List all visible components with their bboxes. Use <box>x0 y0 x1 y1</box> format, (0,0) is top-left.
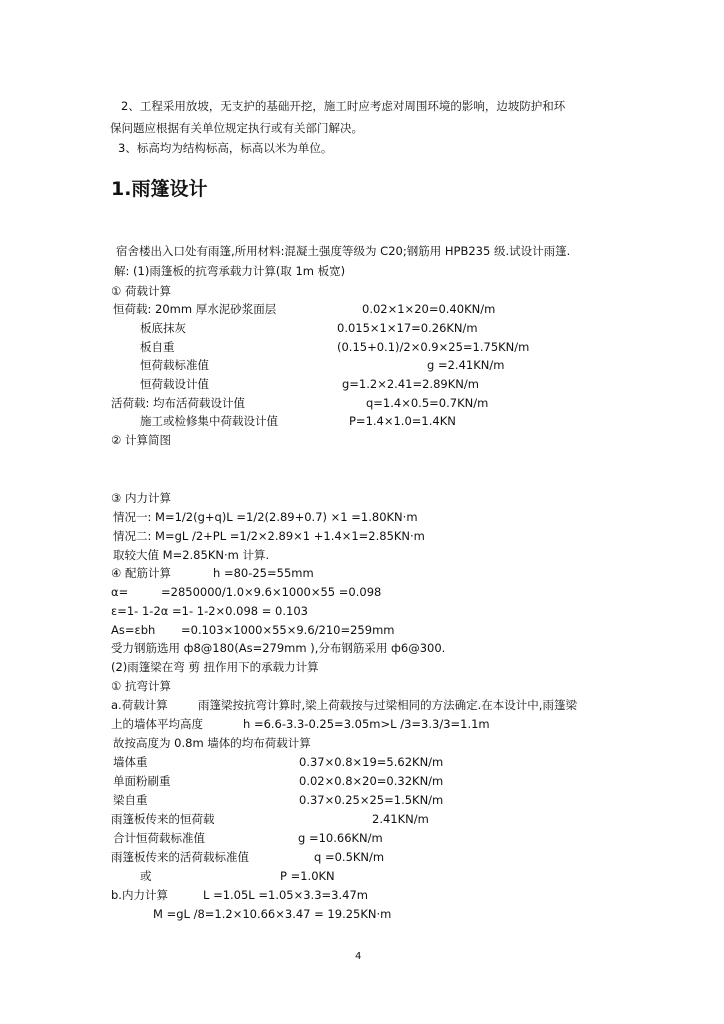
total-dead-load-value: g =10.66KN/m <box>298 831 383 845</box>
wall-weight-label: 墙体重 <box>113 755 148 769</box>
step-internal-force: ③ 内力计算 <box>111 491 171 505</box>
beam-weight-label: 梁自重 <box>113 793 148 807</box>
alpha-value: =2850000/1.0×9.6×1000×55 =0.098 <box>161 585 382 599</box>
wall-weight-value: 0.37×0.8×19=5.62KN/m <box>299 755 444 769</box>
step-bending: ① 抗弯计算 <box>111 679 171 693</box>
slab-weight-value: (0.15+0.1)/2×0.9×25=1.75KN/m <box>337 340 530 354</box>
note-2-line-1: 2、工程采用放坡，无支护的基础开挖，施工时应考虑对周围环境的影响，边坡防护和环 <box>121 99 566 113</box>
beam-section-title: (2)雨篷梁在弯 剪 扭作用下的承载力计算 <box>111 660 319 674</box>
note-2-line-2: 保问题应根据有关单位规定执行或有关部门解决。 <box>110 121 363 135</box>
wall-height-value: h =6.6-3.3-0.25=3.05m>L /3=3.3/3=1.1m <box>243 717 490 731</box>
slab-dead-load-label: 雨篷板传来的恒荷载 <box>111 812 215 826</box>
beam-weight-value: 0.37×0.25×25=1.5KN/m <box>299 793 444 807</box>
plaster-value: 0.015×1×17=0.26KN/m <box>337 321 478 335</box>
dead-load-design-label: 恒荷载设计值 <box>140 377 209 391</box>
or-label: 或 <box>140 869 152 883</box>
total-dead-load-label: 合计恒荷载标准值 <box>113 831 205 845</box>
point-load-label: 施工或检修集中荷载设计值 <box>140 414 278 428</box>
step-reinforcement: ④ 配筋计算 <box>111 566 171 580</box>
slab-live-load-label: 雨篷板传来的活荷载标准值 <box>111 850 249 864</box>
page-number: 4 <box>355 951 362 962</box>
rebar-selection: 受力钢筋选用 ф8@180(As=279mm ),分布钢筋采用 ф6@300. <box>111 641 446 655</box>
plaster-weight-value: 0.02×0.8×20=0.32KN/m <box>299 774 444 788</box>
steel-area-value: =0.103×1000×55×9.6/210=259mm <box>181 623 395 637</box>
point-load-value: P=1.4×1.0=1.4KN <box>349 414 456 428</box>
plaster-weight-label: 单面粉刷重 <box>113 774 171 788</box>
beam-moment: M =gL /8=1.2×10.66×3.47 = 19.25KN·m <box>153 907 392 921</box>
effective-depth: h =80-25=55mm <box>213 566 314 580</box>
live-load-label: 活荷载: 均布活荷载设计值 <box>111 396 246 410</box>
slab-weight-label: 板自重 <box>140 340 175 354</box>
uniform-load-note: 故按高度为 0.8m 墙体的均布荷载计算 <box>113 736 311 750</box>
dead-load-mortar-value: 0.02×1×20=0.40KN/m <box>362 302 496 316</box>
wall-height-label: 上的墙体平均高度 <box>111 717 203 731</box>
step-diagram: ② 计算简图 <box>111 433 171 447</box>
slab-dead-load-value: 2.41KN/m <box>372 812 429 826</box>
intro-paragraph: 宿舍楼出入口处有雨篷,所用材料:混凝土强度等级为 C20;钢筋用 HPB235 级.试设计雨篷. <box>116 244 571 258</box>
step-load-calc: ① 荷载计算 <box>111 284 171 298</box>
point-load-alt-value: P =1.0KN <box>280 869 335 883</box>
span-length: L =1.05L =1.05×3.3=3.47m <box>203 888 368 902</box>
internal-force-label: b.内力计算 <box>111 888 168 902</box>
live-load-value: q=1.4×0.5=0.7KN/m <box>366 396 489 410</box>
dead-load-mortar-label: 恒荷载: 20mm 厚水泥砂浆面层 <box>113 302 277 316</box>
section-title: 1.雨篷设计 <box>111 178 208 200</box>
beam-load-calc-desc: 雨篷梁按抗弯计算时,梁上荷载按与过梁相同的方法确定.在本设计中,雨篷梁 <box>198 698 577 712</box>
case-one: 情况一: M=1/2(g+q)L =1/2(2.89+0.7) ×1 =1.80KN·m <box>113 510 418 524</box>
case-two: 情况二: M=gL /2+PL =1/2×2.89×1 +1.4×1=2.85KN·m <box>113 529 425 543</box>
solution-line: 解: (1)雨篷板的抗弯承载力计算(取 1m 板宽) <box>114 264 346 278</box>
dead-load-standard-label: 恒荷载标准值 <box>140 358 209 372</box>
steel-area-label: As=εbh <box>111 623 156 637</box>
beam-load-calc-label: a.荷载计算 <box>111 698 168 712</box>
epsilon-formula: ε=1- 1-2α =1- 1-2×0.098 = 0.103 <box>111 604 308 618</box>
max-moment: 取较大值 M=2.85KN·m 计算. <box>113 548 270 562</box>
dead-load-design-value: g=1.2×2.41=2.89KN/m <box>342 377 479 391</box>
slab-live-load-value: q =0.5KN/m <box>314 850 385 864</box>
alpha-label: α= <box>111 585 129 599</box>
note-3: 3、标高均为结构标高，标高以米为单位。 <box>118 141 333 155</box>
plaster-label: 板底抹灰 <box>140 321 186 335</box>
dead-load-standard-value: g =2.41KN/m <box>427 358 505 372</box>
